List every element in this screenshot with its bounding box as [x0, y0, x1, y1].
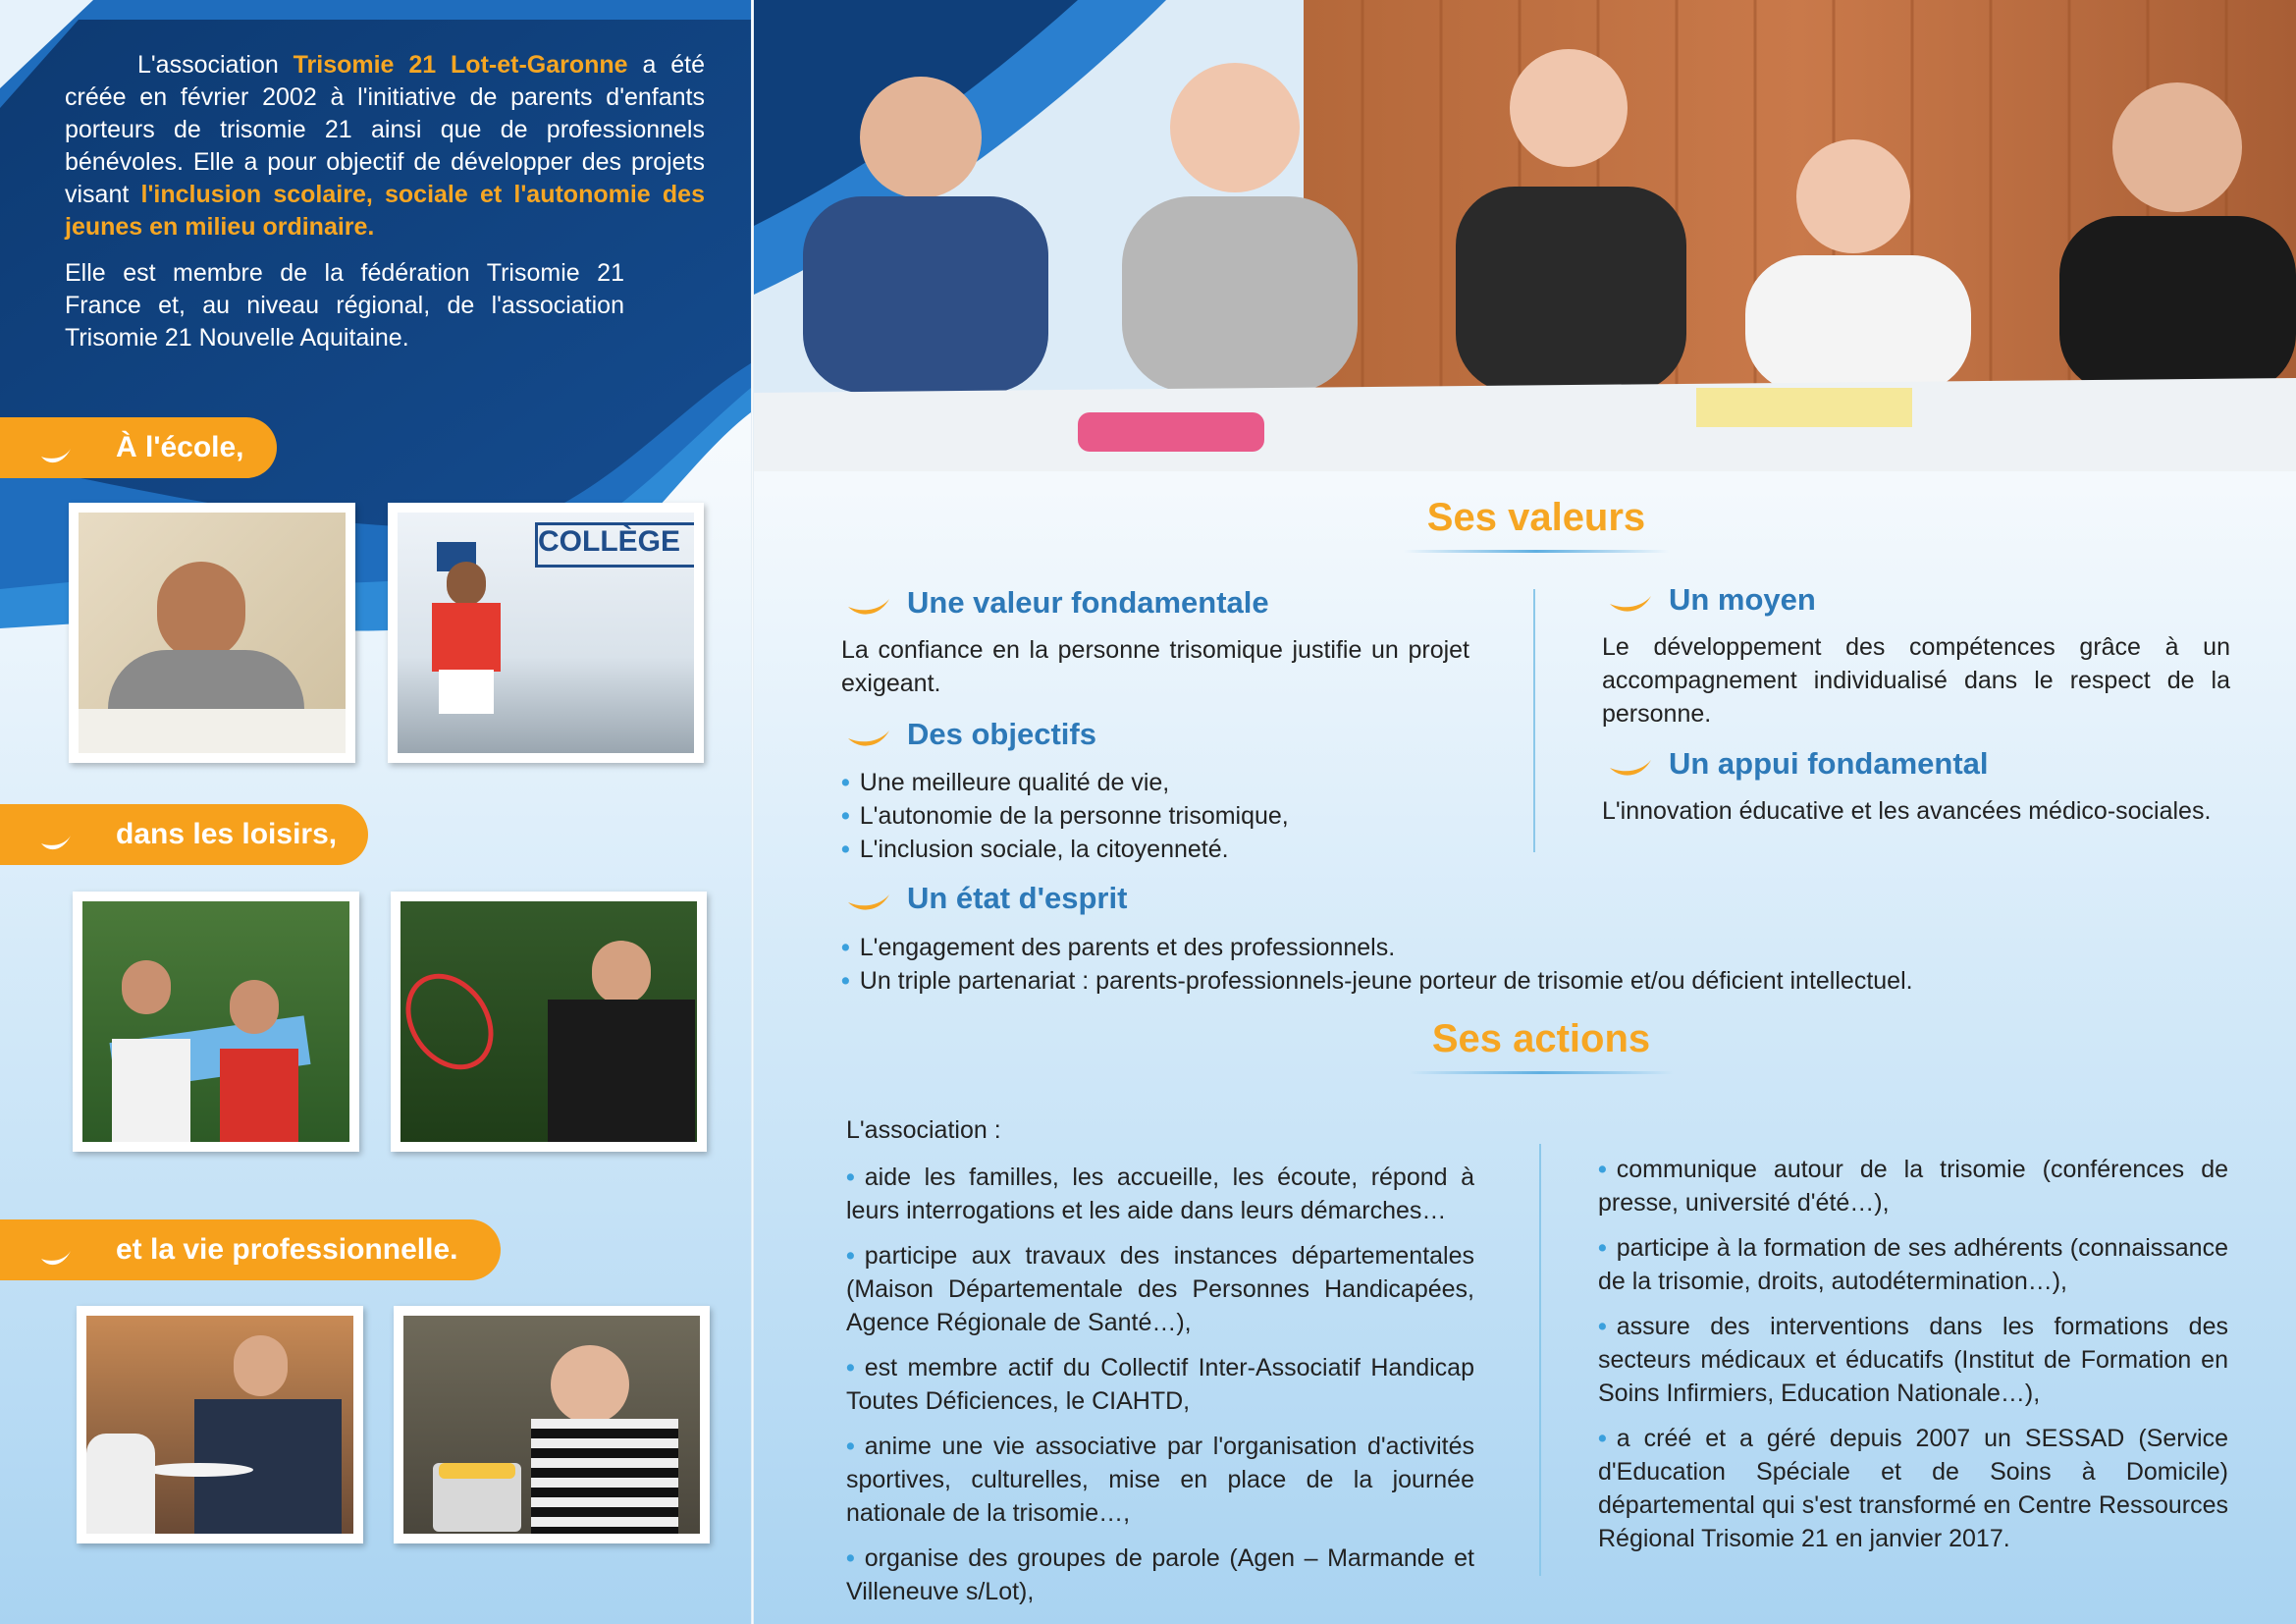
- tennis-boy-photo: [391, 892, 707, 1152]
- values-column-divider: [1533, 589, 1535, 852]
- list-item: • participe aux travaux des instances départementales (Maison Départementale des Personnes Handicapées, Agence Régionale de Santé…),: [846, 1242, 1474, 1336]
- intro-text-part: L'association: [137, 51, 294, 79]
- value-fundamental-heading: Une valeur fondamentale: [846, 583, 1269, 623]
- label-work-text: et la vie professionnelle.: [116, 1233, 458, 1266]
- label-leisure: [0, 804, 368, 865]
- list-item: • aide les familles, les accueille, les écoute, répond à leurs interrogations et les aide dans leurs démarches…: [846, 1164, 1474, 1224]
- value-fundamental-text: La confiance en la personne trisomique justifie un projet exigeant.: [841, 636, 1469, 697]
- list-item: • participe à la formation de ses adhérents (connaissance de la trisomie, droits, autodétermination…),: [1598, 1234, 2228, 1295]
- label-school: [0, 417, 277, 478]
- list-item: • organise des groupes de parole (Agen – Marmande et Villeneuve s/Lot),: [846, 1544, 1474, 1605]
- support-text: L'innovation éducative et les avancées médico-sociales.: [1602, 797, 2212, 825]
- label-work: [0, 1219, 501, 1280]
- swoosh-icon: [846, 589, 891, 621]
- swoosh-icon: [39, 431, 73, 464]
- swoosh-icon: [1608, 586, 1653, 618]
- actions-lead: L'association :: [846, 1116, 1001, 1144]
- list-item: • anime une vie associative par l'organisation d'activités sportives, culturelles, mise en place de la journée nationale de la trisomie…,: [846, 1433, 1474, 1527]
- list-item: • assure des interventions dans les formations des secteurs médicaux et éducatifs (Institut de Formation en Soins Infirmiers, Education Nationale…),: [1598, 1313, 2228, 1407]
- means-heading: Un moyen: [1608, 580, 1816, 620]
- values-title: [1394, 496, 1679, 553]
- boy-writing-photo: [69, 503, 355, 763]
- actions-column-divider: [1539, 1144, 1541, 1576]
- list-item: • L'engagement des parents et des professionnels.: [841, 934, 1396, 961]
- college-boy-photo: COLLÈGE: [388, 503, 704, 763]
- spirit-heading: Un état d'esprit: [846, 879, 1127, 918]
- actions-title: [1399, 1017, 1683, 1074]
- objectives-heading: Des objectifs: [846, 715, 1096, 754]
- swoosh-icon: [39, 1233, 73, 1267]
- actions-title-rule: [1409, 1071, 1674, 1074]
- spirit-list: [841, 931, 2117, 998]
- swoosh-icon: [846, 885, 891, 916]
- actions-right-column: [1598, 1153, 2228, 1567]
- objectives-list: [841, 766, 1469, 866]
- actions-title-text: Ses actions: [1431, 1017, 1651, 1060]
- list-item: • est membre actif du Collectif Inter-Associatif Handicap Toutes Déficiences, le CIAHTD,: [846, 1354, 1474, 1415]
- label-school-text: À l'école,: [116, 431, 244, 463]
- list-item: • a créé et a géré depuis 2007 un SESSAD (Service d'Education Spéciale et de Soins à Domicile) départemental qui s'est transformé en Centre Ressources Régional Trisomie 21 en janvier 2017.: [1598, 1425, 2228, 1552]
- values-title-rule: [1404, 550, 1669, 553]
- list-item: • L'autonomie de la personne trisomique,: [841, 802, 1289, 830]
- means-text: Le développement des compétences grâce à un accompagnement individualisé dans le respect de la personne.: [1602, 633, 2230, 728]
- swoosh-icon: [39, 818, 73, 851]
- label-leisure-text: dans les loisirs,: [116, 818, 338, 850]
- intro-federation: Elle est membre de la fédération Trisomie 21 France et, au niveau régional, de l'association Trisomie 21 Nouvelle Aquitaine.: [65, 259, 624, 352]
- intro-highlight: l'inclusion scolaire, sociale et l'autonomie des jeunes en milieu ordinaire.: [65, 181, 705, 241]
- list-item: • Une meilleure qualité de vie,: [841, 769, 1170, 796]
- list-item: • communique autour de la trisomie (conférences de presse, université d'été…),: [1598, 1156, 2228, 1217]
- intro-text: [65, 49, 705, 368]
- list-item: • L'inclusion sociale, la citoyenneté.: [841, 836, 1229, 863]
- swoosh-icon: [1608, 750, 1653, 782]
- cooking-girl-photo: [394, 1306, 710, 1543]
- intro-text-part: a été créée en février 2002 à l'initiative de parents d'enfants porteurs de trisomie 21 ainsi que de professionnels bénévoles. Elle a pour objectif de développer des projets visant: [65, 51, 705, 208]
- group-banner-photo: [754, 0, 2296, 471]
- list-item: • Un triple partenariat : parents-professionnels-jeune porteur de trisomie et/ou déficient intellectuel.: [841, 967, 1913, 995]
- group-photo-illustration: [754, 0, 2296, 471]
- waiter-photo: [77, 1306, 363, 1543]
- actions-left-column: [846, 1113, 1474, 1620]
- kids-with-flag-photo: [73, 892, 359, 1152]
- swoosh-icon: [846, 721, 891, 752]
- values-title-text: Ses valeurs: [1426, 496, 1646, 539]
- support-heading: Un appui fondamental: [1608, 744, 1989, 784]
- association-name: Trisomie 21 Lot-et-Garonne: [293, 51, 628, 79]
